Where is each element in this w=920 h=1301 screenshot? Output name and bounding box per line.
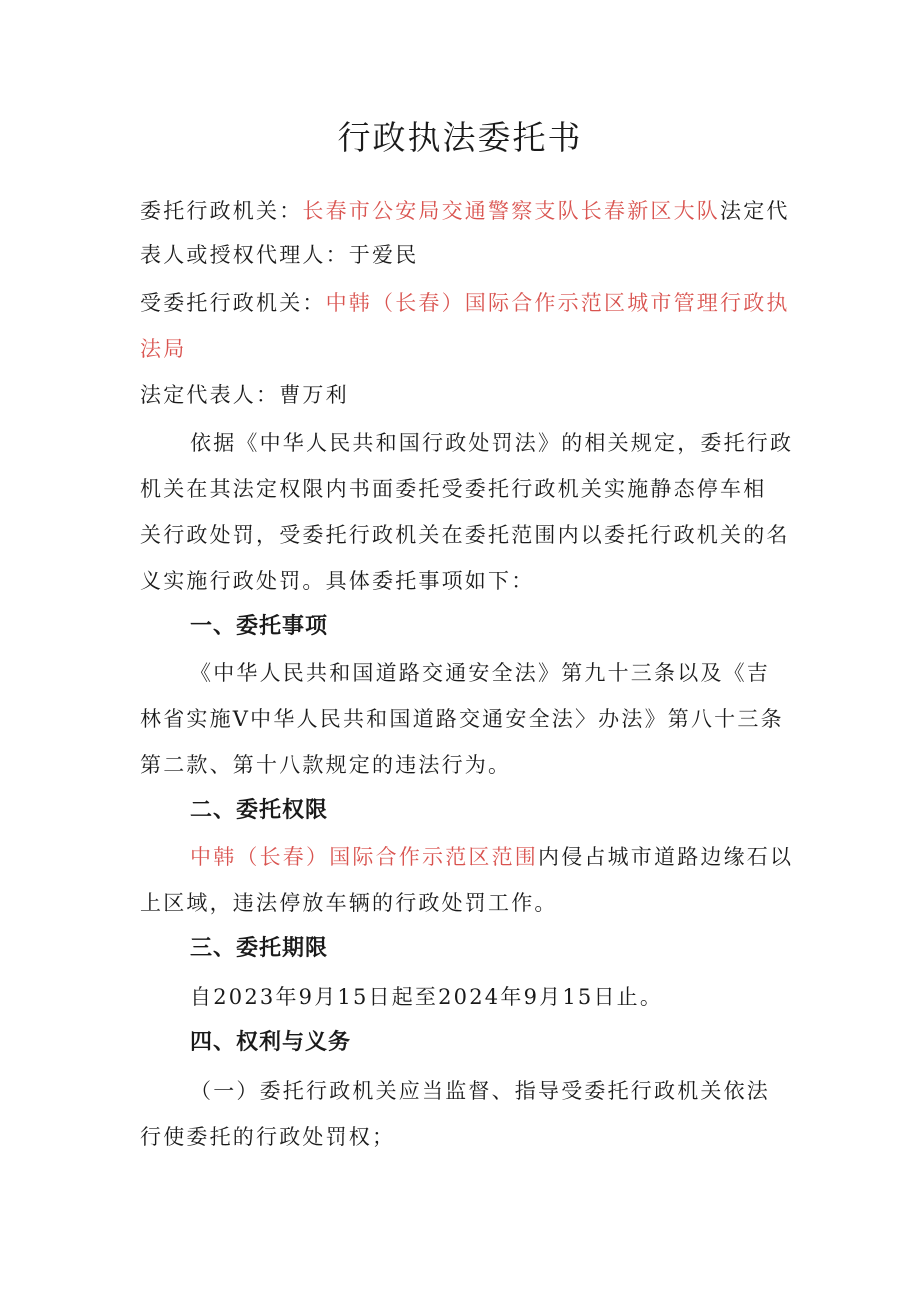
section2-region-name: 中韩（长春）国际合作示范区范围 (190, 845, 538, 869)
section-heading-2: 二、委托权限 (190, 798, 329, 823)
entrusting-label: 委托行政机关： (140, 199, 303, 223)
section2-line: 上区域，违法停放车辆的行政处罚工作。 (140, 891, 558, 915)
section1-line: 林省实施V中华人民共和国道路交通安全法〉办法》第八十三条 (140, 707, 784, 731)
entrusted-label: 受委托行政机关： (140, 291, 326, 315)
page-title: 行政执法委托书 (337, 118, 583, 157)
intro-line: 义实施行政处罚。具体委托事项如下： (140, 569, 535, 593)
intro-line: 机关在其法定权限内书面委托受委托行政机关实施静态停车相 (140, 477, 767, 501)
section-heading-3: 三、委托期限 (190, 936, 329, 961)
entrusting-org-name: 长春市公安局交通警察支队长春新区大队 (302, 199, 721, 223)
section-heading-4: 四、权利与义务 (190, 1030, 352, 1055)
entrusting-org-line (140, 196, 790, 226)
entrusted-rep-line: 法定代表人：曹万利 (140, 383, 349, 407)
entrusted-org-name-1: 中韩（长春）国际合作示范区城市管理行政执 (325, 291, 790, 315)
section4-line: 行使委托的行政处罚权； (140, 1125, 396, 1149)
entrusted-org-line (140, 288, 790, 318)
intro-line: 依据《中华人民共和国行政处罚法》的相关规定，委托行政 (190, 431, 794, 455)
section2-line (190, 842, 793, 872)
intro-line: 关行政处罚，受委托行政机关在委托范围内以委托行政机关的名 (140, 523, 790, 547)
section1-line: 《中华人民共和国道路交通安全法》第九十三条以及《吉 (190, 661, 770, 685)
entrusted-org-name-2: 法局 (140, 337, 187, 361)
section-heading-1: 一、委托事项 (190, 614, 329, 639)
section4-line: （一）委托行政机关应当监督、指导受委托行政机关依法 (190, 1079, 770, 1103)
section2-rest: 内侵占城市道路边缘石以 (538, 845, 794, 869)
entrusting-suffix: 法定代 (720, 199, 790, 223)
section1-line: 第二款、第十八款规定的违法行为。 (140, 753, 512, 777)
legal-rep-line: 表人或授权代理人：于爱民 (140, 243, 419, 267)
section3-line: 自2023年9月15日起至2024年9月15日止。 (190, 985, 664, 1009)
